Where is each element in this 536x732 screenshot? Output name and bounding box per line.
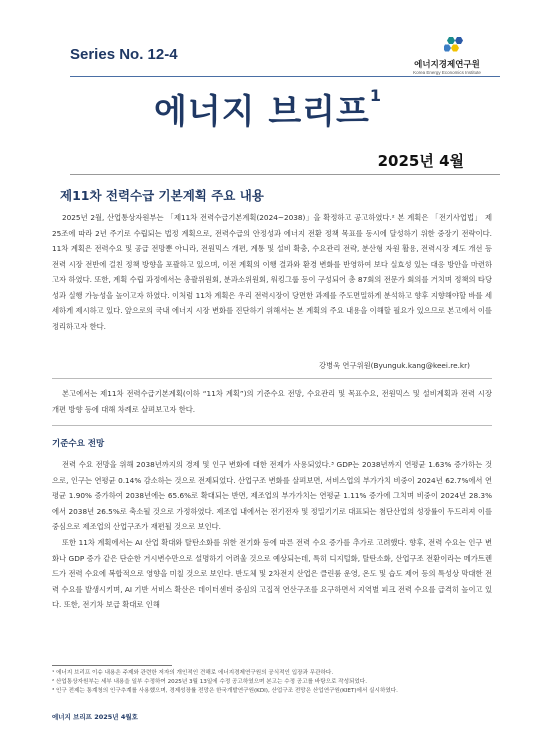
summary-bottom-divider [52, 425, 492, 426]
series-number: Series No. 12-4 [70, 46, 178, 63]
footnote-1: ¹ 에너지 브리프 이슈 내용은 주제와 관련한 저자의 개인적인 견해로 에너지경제연구원의 공식적인 입장과 무관하다. [52, 670, 334, 676]
hexagon-logo-icon [444, 36, 466, 56]
body-paragraph-2: 또한 11차 계획에서는 AI 산업 확대와 탈탄소화를 위한 전기화 등에 따른 전력 수요 증가를 추가로 고려했다. 향후, 전력 수요는 인구 변화나 GDP 증가 같은 단순한 거시변수만으로 설명하기 어려울 것으로 예상되는데, 특히 디지털화, 탈탄소화, 산업구조 전환이라는 메가트렌드가 전력 수요에 복합적으로 영향을 미칠 것으로 보인다. 반도체 및 2차전지 산업은 클린룸 운영, 온도 및 습도 제어 등의 특성상 막대한 전력 수요를 발생시키며, AI 기반 서비스 확산은 데이터센터 중심의 고집적 연산구조를 요구하면서 지역별 피크 전력 수요를 급격히 높이고 있다. 또한, 전기차 보급 확대로 인해 [52, 538, 492, 609]
logo-name-en: Korea Energy Economics Institute [413, 70, 481, 75]
article-title: 제11차 전력수급 기본계획 주요 내용 [60, 188, 264, 203]
brief-title-text: 에너지 브리프 [153, 92, 370, 132]
summary-paragraph: 본고에서는 제11차 전력수급기본계획(이하 “11차 계획”)의 기준수요 전망, 수요관리 및 목표수요, 전원믹스 및 설비계획과 전력 시장 개편 방향 등에 대해 차례로 살펴보고자 한다. [52, 389, 492, 414]
footnote-divider [52, 665, 172, 666]
section-title: 기준수요 전망 [52, 439, 105, 449]
brief-title-footnote-mark: 1 [369, 86, 383, 105]
brief-title [0, 84, 536, 133]
issue-date: 2025년 4월 [377, 152, 464, 170]
summary-top-divider [52, 378, 492, 379]
date-divider [70, 174, 500, 175]
page-footer: 에너지 브리프 2025년 4월호 [52, 713, 138, 721]
footnote-3: ³ 인구 전제는 통계청의 인구추계를 사용했으며, 경제성장률 전망은 한국개발연구원(KDI), 산업구조 전망은 산업연구원(KIET)에서 실시하였다. [52, 688, 398, 694]
footnote-2: ² 산업통상자원부는 세부 내용을 일부 수정하여 2025년 3월 13일에 수정 공고하였으며 본고는 수정 공고를 바탕으로 작성되었다. [52, 679, 367, 685]
logo-name-ko: 에너지경제연구원 [414, 60, 480, 70]
body-paragraph-1: 전력 수요 전망을 위해 2038년까지의 경제 및 인구 변화에 대한 전제가 사용되었다.³ GDP는 2038년까지 연평균 1.63% 증가하는 것으로, 인구는 연평균 0.14% 감소하는 것으로 전제되었다. 산업구조 변화를 살펴보면, 서비스업의 부가가치 비중이 2024년 62.7%에서 연평균 1.90% 증가하여 2038년에는 65.6%로 확대되는 반면, 제조업의 부가가치는 연평균 1.11% 증가에 그치며 비중이 2024년 28.3%에서 2038년 26.5%로 축소될 것으로 가정하였다. 제조업 내에서는 전기전자 및 정밀기기로 대표되는 첨단산업의 성장률이 두드러져 이를 중심으로 제조업의 산업구조가 재편될 것으로 보인다. [52, 460, 492, 531]
institute-logo [392, 36, 502, 76]
header-divider [70, 76, 500, 77]
author-line: 강병욱 연구위원(Byunguk.kang@keei.re.kr) [318, 361, 470, 370]
intro-paragraph: 2025년 2월, 산업통상자원부는 「제11차 전력수급기본계획(2024~2038)」을 확정하고 공고하였다.² 본 계획은 「전기사업법」 제25조에 따라 2년 주기로 수립되는 법정 계획으로, 전력수급의 안정성과 에너지 전환 정책 목표를 동시에 달성하기 위한 중장기 전략이다. 11차 계획은 전력수요 및 공급 전망뿐 아니라, 전원믹스 개편, 계통 및 설비 확충, 수요관리 전략, 분산형 자원 활용, 전력시장 제도 개선 등 전력 시장 전반에 걸친 정책 방향을 포괄하고 있으며, 이전 계획의 이행 결과와 환경 변화를 반영하여 보다 실효성 있는 대응 방안을 마련하고자 하였다. 또한, 계획 수립 과정에서는 총괄위원회, 분과소위원회, 워킹그룹 등이 구성되어 총 87회의 전문가 회의를 거치며 정책의 타당성과 실행 가능성을 높이고자 하였다. 이처럼 11차 계획은 우리 전력시장이 당면한 과제를 주도면밀하게 분석하고 향후 지향해야할 바를 세세하게 제시하고 있다. 앞으로의 국내 에너지 시장 변화를 진단하기 위해서는 본 계획의 주요 내용을 이해할 필요가 있으므로 본고에서 이를 정리하고자 한다. [52, 213, 492, 331]
